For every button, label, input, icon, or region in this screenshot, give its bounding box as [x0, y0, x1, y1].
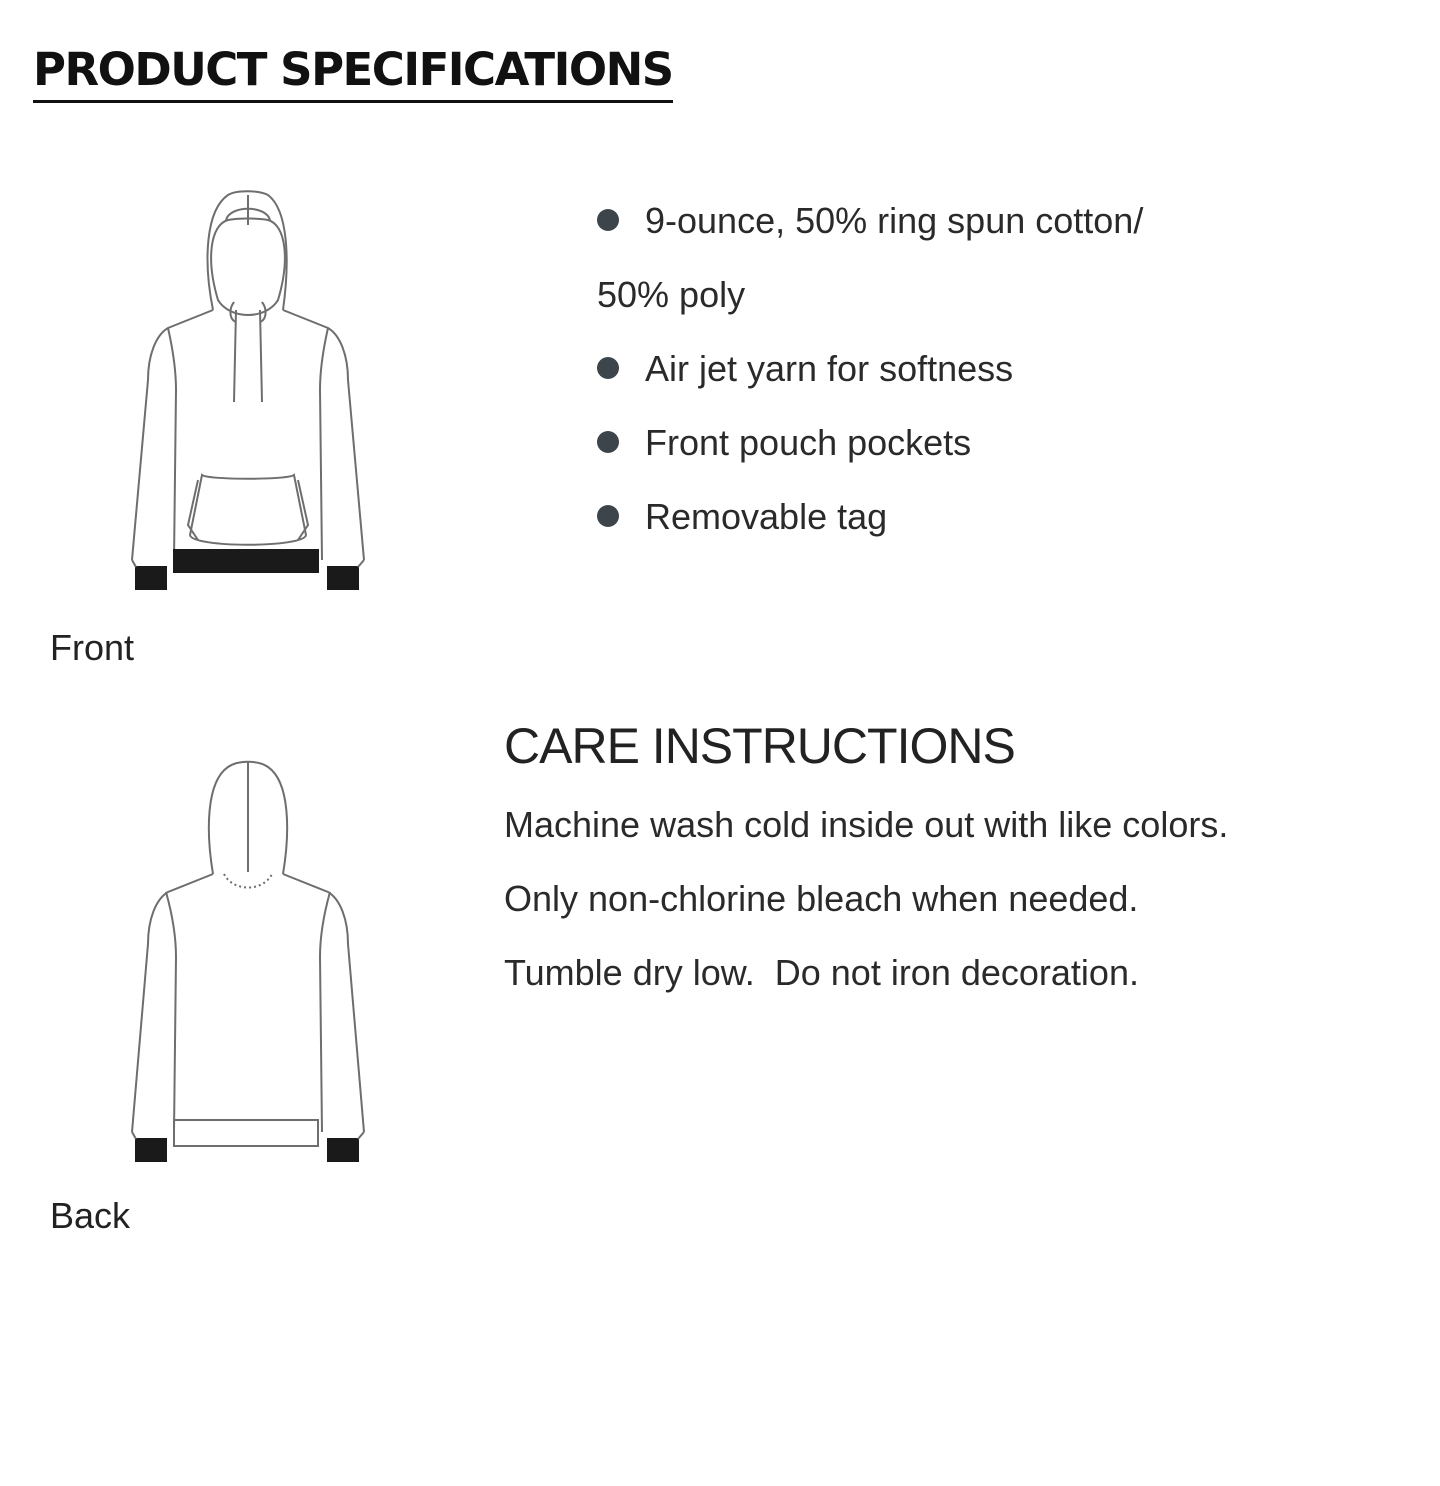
spec-item	[597, 492, 1397, 566]
bullet-icon	[597, 505, 619, 527]
care-heading: CARE INSTRUCTIONS	[504, 718, 1015, 774]
care-line: Machine wash cold inside out with like colors.	[504, 804, 1229, 845]
bullet-icon	[597, 209, 619, 231]
bullet-icon	[597, 357, 619, 379]
spec-item	[597, 196, 1397, 270]
front-caption: Front	[50, 627, 135, 668]
page-title: PRODUCT SPECIFICATIONS	[33, 40, 673, 103]
care-line: Tumble dry low. Do not iron decoration.	[504, 952, 1139, 993]
back-caption: Back	[50, 1195, 131, 1236]
spec-item-text: Air jet yarn for softness	[645, 348, 1014, 389]
care-line: Only non-chlorine bleach when needed.	[504, 878, 1139, 919]
hoodie-back-illustration	[118, 752, 378, 1172]
spec-item-text: 9-ounce, 50% ring spun cotton/	[645, 200, 1144, 241]
spec-item	[597, 344, 1397, 418]
spec-item-text: Front pouch pockets	[645, 422, 972, 463]
care-instructions	[504, 800, 1228, 1022]
bullet-icon	[597, 431, 619, 453]
spec-item	[597, 418, 1397, 492]
hoodie-front-illustration	[118, 180, 378, 600]
spec-item-continuation	[597, 270, 1397, 344]
spec-item-text: 50% poly	[597, 274, 746, 315]
spec-item-text: Removable tag	[645, 496, 888, 537]
spec-list	[597, 196, 1397, 566]
